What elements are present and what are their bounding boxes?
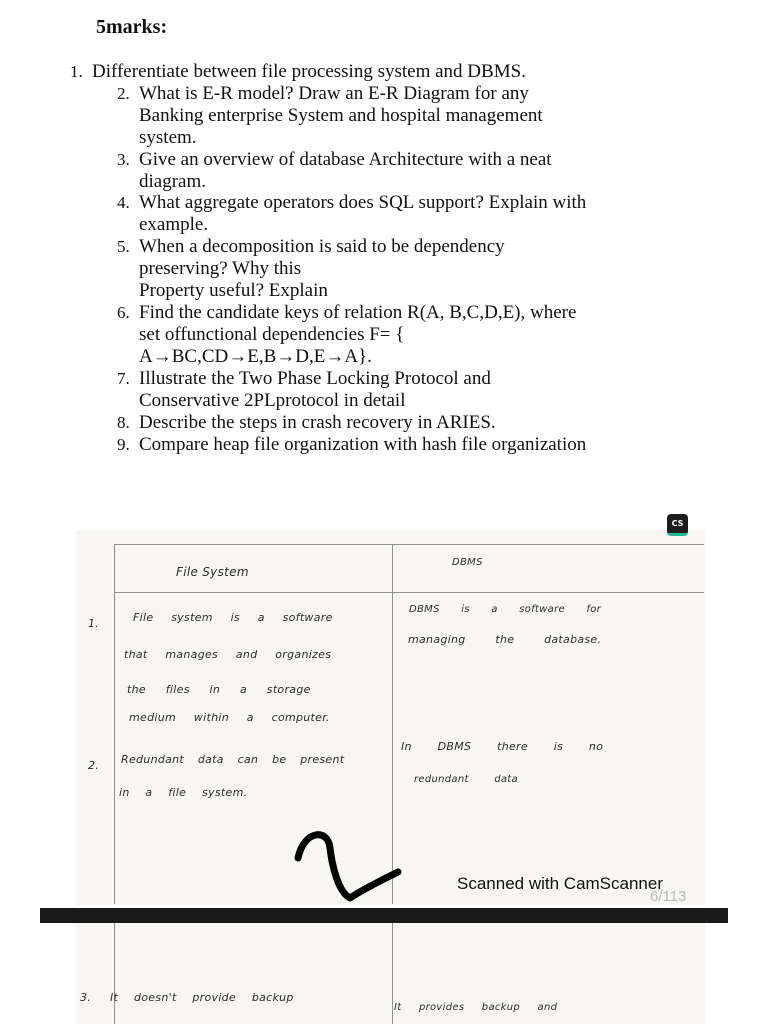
question-text: preserving? Why this [139, 258, 302, 279]
right-cell-line: It provides backup and [394, 1002, 558, 1013]
question-number: 1. [70, 62, 83, 81]
table-header-rule [114, 592, 704, 593]
column-header-file-system: File System [176, 565, 249, 579]
question-number: 5. [117, 237, 130, 256]
question-text: Find the candidate keys of relation R(A, B,C,D,E), where [139, 302, 577, 323]
question-text: Compare heap file organization with hash file organization [139, 434, 587, 455]
question-3 [117, 149, 552, 193]
question-4 [117, 192, 586, 236]
question-6 [117, 302, 576, 368]
section-heading: 5marks: [96, 16, 168, 38]
question-2 [117, 83, 543, 149]
left-cell-line: medium within a computer. [129, 711, 330, 724]
row-number: 1. [88, 617, 100, 630]
left-cell-line: Redundant data can be present [121, 753, 345, 766]
question-8 [117, 412, 496, 434]
question-number: 4. [117, 193, 130, 212]
right-cell-line: managing the database. [408, 633, 602, 646]
camscanner-logo-icon: CS [667, 514, 688, 536]
question-9 [117, 434, 586, 456]
question-number: 3. [117, 150, 130, 169]
question-text: example. [139, 214, 209, 235]
right-cell-line: DBMS is a software for [409, 604, 602, 615]
question-text: Banking enterprise System and hospital management [139, 105, 543, 126]
right-cell-line: In DBMS there is no [401, 740, 604, 753]
question-text: What is E-R model? Draw an E-R Diagram for any [139, 83, 529, 104]
question-5 [117, 236, 505, 302]
table-divider-rule [392, 923, 393, 1024]
question-text: Property useful? Explain [139, 280, 328, 301]
question-text: Describe the steps in crash recovery in ARIES. [139, 412, 496, 433]
question-number: 2. [117, 84, 130, 103]
page-separator-bar [40, 908, 728, 923]
question-sheet [0, 0, 768, 470]
question-number: 8. [117, 413, 130, 432]
left-cell-line: in a file system. [119, 786, 248, 799]
column-header-dbms: DBMS [452, 557, 483, 568]
right-cell-line: redundant data [414, 774, 518, 785]
row-number: 3. [80, 991, 92, 1004]
camscanner-watermark: Scanned with CamScanner [457, 874, 664, 893]
table-left-rule [114, 544, 115, 904]
question-text: What aggregate operators does SQL support? Explain with [139, 192, 587, 213]
table-top-rule [114, 544, 704, 545]
left-cell-line: File system is a software [133, 611, 333, 624]
question-text: Conservative 2PLprotocol in detail [139, 390, 406, 411]
question-number: 7. [117, 369, 130, 388]
table-left-rule [114, 923, 115, 1024]
question-number: 9. [117, 435, 130, 454]
question-text: Illustrate the Two Phase Locking Protocol and [139, 368, 491, 389]
question-text: Differentiate between file processing system and DBMS. [92, 61, 526, 82]
question-number: 6. [117, 303, 130, 322]
page-indicator: 6/113 [650, 888, 687, 905]
question-text: A→BC,CD→E,B→D,E→A}. [139, 346, 372, 367]
question-text: When a decomposition is said to be dependency [139, 236, 505, 257]
left-cell-line: that manages and organizes [124, 648, 332, 661]
scanned-notes [0, 510, 768, 1024]
question-text: diagram. [139, 171, 207, 192]
question-text: set offunctional dependencies F= { [139, 324, 405, 345]
row-number: 2. [88, 759, 100, 772]
next-scanned-page [75, 923, 705, 1024]
question-text: system. [139, 127, 197, 148]
question-text: Give an overview of database Architecture with a neat [139, 149, 552, 170]
checkmark-icon [290, 820, 410, 910]
question-1 [70, 61, 526, 83]
left-cell-line: the files in a storage [127, 683, 311, 696]
question-7 [117, 368, 491, 412]
left-cell-line: It doesn't provide backup [110, 991, 294, 1004]
